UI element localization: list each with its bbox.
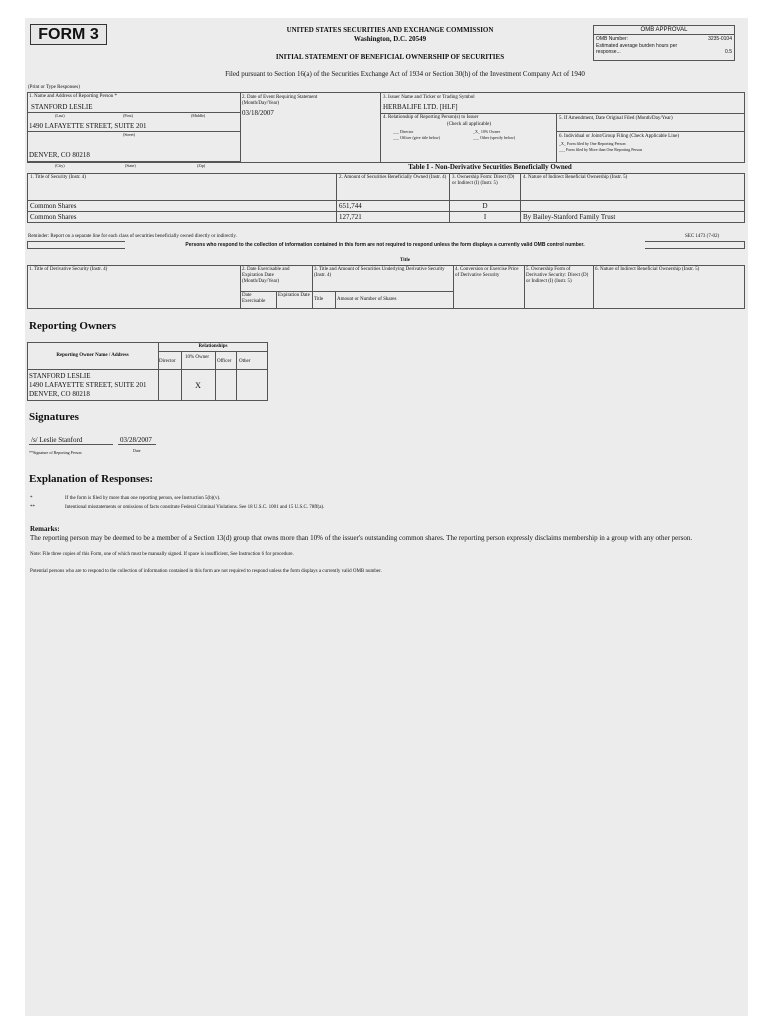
box6-line1: _X_ Form filed by One Reporting Person [559, 141, 626, 146]
reporting-owners-heading: Reporting Owners [29, 320, 117, 332]
reporting-person-street: 1490 LAFAYETTE STREET, SUITE 201 [29, 122, 147, 130]
table1-header: 1. Title of Security (Instr. 4) [28, 174, 337, 201]
table2-h3: 3. Title and Amount of Securities Underlying Derivative Security (Instr. 4) [314, 267, 445, 278]
form-label [30, 24, 107, 45]
table1-header: 2. Amount of Securities Beneficially Owned (Instr. 4) [337, 174, 450, 201]
remarks-label: Remarks: [30, 525, 60, 533]
omb-burden: 0.5 [725, 49, 732, 55]
security-title: Common Shares [28, 212, 337, 223]
table2-title-col: Title [314, 297, 324, 302]
omb-number: 3235-0104 [708, 36, 732, 42]
event-date: 03/18/2007 [242, 109, 274, 117]
omb-burden-label: Estimated average burden hours per response... [596, 43, 678, 55]
officer-check: ___ Officer (give title below) [393, 135, 441, 140]
explanation-mark: ** [30, 505, 35, 510]
agency-location: Washington, D.C. 20549 [353, 35, 427, 43]
street-label: (Street) [123, 132, 135, 137]
reporting-person-city: DENVER, CO 80218 [29, 151, 90, 159]
box6-label: 6. Individual or Joint/Group Filing (Check Applicable Line) [559, 134, 679, 139]
zip-label: (Zip) [197, 163, 206, 168]
omb-number-label: OMB Number: [596, 36, 628, 42]
date-label: Date [133, 448, 141, 453]
other-header: Other [239, 359, 251, 364]
amount-owned: 651,744 [337, 201, 450, 212]
box4-label: 4. Relationship of Reporting Person(s) to Issuer [383, 115, 479, 120]
print-note: (Print or Type Responses) [28, 85, 80, 90]
filed-pursuant: Filed pursuant to Section 16(a) of the Securities Exchange Act of 1934 or Section 30(h) of the Investment Company Act of 1940 [225, 70, 585, 78]
signature-date: 03/28/2007 [120, 436, 152, 444]
table1-header: 4. Nature of Indirect Beneficial Ownership (Instr. 5) [521, 174, 745, 201]
omb-approval-box [593, 25, 735, 61]
ownership-nature [521, 201, 745, 212]
table2-date-exercisable: Date Exercisable [242, 293, 266, 304]
owner-name-header: Reporting Owner Name / Address [56, 353, 129, 358]
owner-mark: X [195, 381, 201, 390]
box3-label: 3. Issuer Name and Ticker or Trading Symbol [383, 95, 475, 100]
form-label-text: FORM 3 [38, 26, 99, 43]
table1 [27, 173, 745, 223]
owner-header: 10% Owner [185, 355, 210, 360]
table2-h1: 1. Title of Derivative Security (Instr. 4) [29, 267, 108, 272]
signatures-heading: Signatures [29, 411, 79, 423]
table2-title: Title [400, 258, 410, 263]
state-label: (State) [125, 163, 136, 168]
explanation-heading: Explanation of Responses: [29, 473, 154, 485]
remarks-text: The reporting person may be deemed to be a member of a Section 13(d) group that owns more than 10% of the issuer's outstanding common shares. The reporting person expressly disclaims membership in a group with any other person. [30, 534, 693, 542]
box1-label: 1. Name and Address of Reporting Person * [29, 94, 118, 99]
ownership-form: I [450, 212, 521, 223]
reminder: Reminder: Report on a separate line for each class of securities beneficially owned directly or indirectly. [28, 234, 237, 239]
explanation-mark: * [30, 496, 33, 501]
signature-label: **Signature of Reporting Person [29, 450, 82, 455]
officer-header: Officer [217, 359, 232, 364]
table-row [28, 201, 745, 212]
owner-city: DENVER, CO 80218 [29, 390, 90, 398]
box5-label: 5. If Amendment, Date Original Filed (Month/Day/Year) [559, 116, 673, 121]
other-check: ___ Other (specify below) [473, 135, 516, 140]
last-label: (Last) [55, 113, 65, 118]
table2-h5: 5. Ownership Form of Derivative Security: Direct (D) or Indirect (I) (Instr. 5) [526, 267, 589, 284]
table2-expiration: Expiration Date [278, 293, 310, 298]
first-label: (First) [123, 113, 133, 118]
box2-label: 2. Date of Event Requiring Statement (Month/Day/Year) [242, 95, 318, 106]
agency-title: UNITED STATES SECURITIES AND EXCHANGE COMMISSION [286, 26, 494, 34]
potential-text: Potential persons who are to respond to the collection of information contained in this form are not required to respond unless the form displays a currently valid OMB number. [30, 569, 382, 574]
table2-h4: 4. Conversion or Exercise Price of Derivative Security [455, 267, 519, 278]
ownership-form: D [450, 201, 521, 212]
table1-header: 3. Ownership Form: Direct (D) or Indirect (I) (Instr. 5) [450, 174, 521, 201]
document-page [25, 18, 748, 1016]
issuer-name: HERBALIFE LTD. [HLF] [383, 103, 458, 111]
owner-street: 1490 LAFAYETTE STREET, SUITE 201 [29, 381, 147, 389]
security-title: Common Shares [28, 201, 337, 212]
form-title: INITIAL STATEMENT OF BENEFICIAL OWNERSHIP OF SECURITIES [275, 53, 505, 61]
director-header: Director [159, 359, 176, 364]
table2-amount-col: Amount or Number of Shares [337, 297, 397, 302]
explanation-text: Intentional misstatements or omissions of facts constitute Federal Criminal Violations. See 18 U.S.C. 1001 and 15 U.S.C. 78ff(a). [65, 505, 325, 510]
owner-name: STANFORD LESLIE [29, 372, 91, 380]
omb-title: OMB APPROVAL [594, 26, 734, 35]
table-row [28, 212, 745, 223]
director-check: ___ Director [393, 129, 414, 134]
reporting-person-name: STANFORD LESLIE [31, 103, 93, 111]
amount-owned: 127,721 [337, 212, 450, 223]
ownership-nature: By Bailey-Stanford Family Trust [521, 212, 745, 223]
persons-notice: Persons who respond to the collection of information contained in this form are not required to respond unless the form displays a currently valid OMB control number. [125, 241, 645, 249]
table2-h2: 2. Date Exercisable and Expiration Date (Month/Day/Year) [242, 267, 290, 284]
relationships-header: Relationships [198, 344, 228, 349]
note-text: Note: File three copies of this Form, one of which must be manually signed. If space is insufficient, See Instruction 6 for procedure. [30, 552, 294, 557]
signature-value: /s/ Leslie Stanford [31, 436, 83, 444]
sec-number: SEC 1473 (7-02) [685, 234, 720, 239]
city-label: (City) [55, 163, 65, 168]
box6-line2: ___ Form filed by More than One Reporting Person [559, 147, 643, 152]
table1-title: Table I - Non-Derivative Securities Beneficially Owned [408, 163, 572, 171]
box4-sub: (Check all applicable) [446, 122, 492, 127]
owner-check: _X_ 10% Owner [473, 129, 501, 134]
middle-label: (Middle) [191, 113, 206, 118]
explanation-text: If the form is filed by more than one reporting person, see Instruction 5(b)(v). [65, 496, 221, 501]
table2-h6: 6. Nature of Indirect Beneficial Ownership (Instr. 5) [595, 267, 700, 272]
